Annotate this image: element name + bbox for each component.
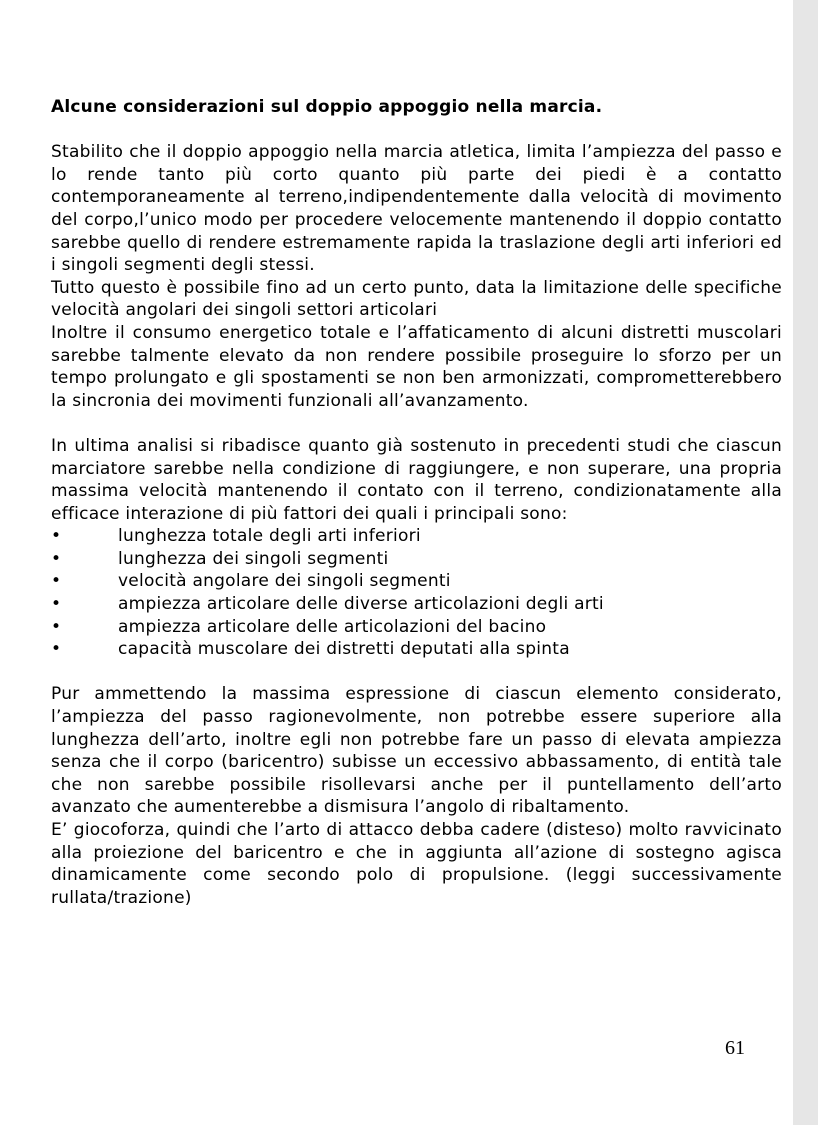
- list-item-text: velocità angolare dei singoli segmenti: [118, 571, 451, 592]
- blank-line: [51, 119, 782, 142]
- list-item: [51, 616, 782, 639]
- section-title: Alcune considerazioni sul doppio appoggio nella marcia.: [51, 97, 603, 117]
- paragraph-attack-limb: E’ giocoforza, quindi che l’arto di attacco debba cadere (disteso) molto ravvicinato alla proiezione del baricentro e che in aggiunta all’azione di sostegno agisca dinamicamente come secondo polo di propulsione. (leggi successivamente rullata/trazione): [51, 820, 782, 908]
- list-item: [51, 638, 782, 661]
- bullet-icon: •: [51, 594, 62, 615]
- paragraph-angular-velocity: Tutto questo è possibile fino ad un certo punto, data la limitazione delle specifiche velocità angolari dei singoli settori articolari: [51, 277, 782, 321]
- list-item: [51, 570, 782, 593]
- page-number: 61: [725, 1037, 745, 1059]
- factors-list: [51, 525, 782, 661]
- side-margin-strip: [793, 0, 818, 1125]
- paragraph-step-amplitude: Pur ammettendo la massima espressione di ciascun elemento considerato, l’ampiezza del passo ragionevolmente, non potrebbe essere superiore alla lunghezza dell’arto, inoltre egli non potrebbe fare un passo di elevata ampiezza senza che il corpo (baricentro) subisse un eccessivo abbassamento, di entità tale che non sarebbe possibile risollevarsi anche per il puntellamento dell’arto avanzato che aumenterebbe a dismisura l’angolo di ribaltamento.: [51, 684, 782, 818]
- bullet-icon: •: [51, 526, 62, 547]
- list-item-text: lunghezza dei singoli segmenti: [118, 548, 389, 569]
- bullet-icon: •: [51, 548, 62, 569]
- page-content: [51, 96, 782, 909]
- bullet-icon: •: [51, 639, 62, 660]
- blank-line: [51, 661, 782, 684]
- list-item: [51, 525, 782, 548]
- paragraph-double-support: Stabilito che il doppio appoggio nella marcia atletica, limita l’ampiezza del passo e lo rende tanto più corto quanto più parte dei piedi è a contatto contemporaneamente al terreno,indipendentemente dalla velocità di movimento del corpo,l’unico modo per procedere velocemente mantenendo il doppio contatto sarebbe quello di rendere estremamente rapida la traslazione degli arti inferiori ed i singoli segmenti degli stessi.: [51, 142, 782, 276]
- list-item-text: lunghezza totale degli arti inferiori: [118, 526, 421, 547]
- list-item-text: ampiezza articolare delle diverse articolazioni degli arti: [118, 594, 604, 615]
- list-item: [51, 593, 782, 616]
- list-item: [51, 548, 782, 571]
- blank-line: [51, 412, 782, 435]
- list-item-text: capacità muscolare dei distretti deputati alla spinta: [118, 639, 570, 660]
- bullet-icon: •: [51, 571, 62, 592]
- list-item-text: ampiezza articolare delle articolazioni del bacino: [118, 616, 547, 637]
- bullet-icon: •: [51, 616, 62, 637]
- paragraph-energy-consumption: Inoltre il consumo energetico totale e l’affaticamento di alcuni distretti muscolari sarebbe talmente elevato da non rendere possibile proseguire lo sforzo per un tempo prolungato e gli spostamenti se non ben armonizzati, comprometterebbero la sincronia dei movimenti funzionali all’avanzamento.: [51, 322, 782, 411]
- paragraph-final-analysis: In ultima analisi si ribadisce quanto già sostenuto in precedenti studi che ciascun marciatore sarebbe nella condizione di raggiungere, e non superare, una propria massima velocità mantenendo il contato con il terreno, condizionatamente alla efficace interazione di più fattori dei quali i principali sono:: [51, 435, 782, 524]
